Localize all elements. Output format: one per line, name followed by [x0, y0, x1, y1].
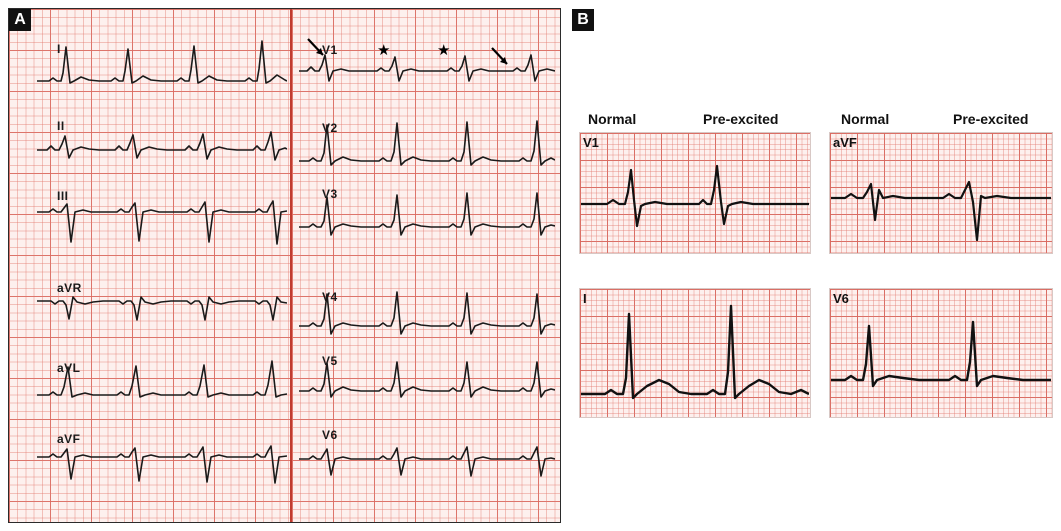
star-marker-2-icon: ★ — [437, 42, 451, 59]
column-title-normal-left: Normal — [588, 111, 637, 127]
panel-a — [8, 8, 561, 523]
b-lead-label-I: I — [583, 291, 587, 306]
lead-label-I: I — [57, 42, 61, 56]
lead-label-III: III — [57, 189, 69, 203]
column-divider — [290, 9, 292, 522]
lead-label-V4: V4 — [322, 290, 338, 304]
b-lead-label-V6: V6 — [833, 291, 849, 306]
ecg-strip-I — [579, 288, 811, 418]
lead-label-V1: V1 — [322, 43, 338, 57]
ecg-grid-limb-leads — [9, 9, 290, 522]
ecg-strip-V6 — [829, 288, 1053, 418]
lead-label-V5: V5 — [322, 354, 338, 368]
delta-wave-arrow-left-icon — [307, 37, 329, 59]
b-lead-label-V1: V1 — [583, 135, 599, 150]
lead-label-II: II — [57, 119, 65, 133]
lead-label-aVF: aVF — [57, 432, 81, 446]
panel-letter-a: A — [9, 9, 31, 31]
column-title-preexcited-right: Pre-excited — [953, 111, 1029, 127]
ecg-grid-precordial-leads — [292, 9, 560, 522]
ecg-strip-V1 — [579, 132, 811, 254]
column-title-normal-right: Normal — [841, 111, 890, 127]
delta-wave-arrow-right-icon — [491, 47, 513, 69]
lead-label-V3: V3 — [322, 187, 338, 201]
lead-label-V2: V2 — [322, 121, 338, 135]
panel-letter-b: B — [572, 9, 594, 31]
lead-label-aVR: aVR — [57, 281, 82, 295]
b-lead-label-aVF: aVF — [833, 135, 857, 150]
lead-label-aVL: aVL — [57, 361, 81, 375]
star-marker-1-icon: ★ — [377, 42, 391, 59]
panel-b — [565, 8, 1053, 523]
ecg-strip-aVF — [829, 132, 1053, 254]
column-title-preexcited-left: Pre-excited — [703, 111, 779, 127]
lead-label-V6: V6 — [322, 428, 338, 442]
